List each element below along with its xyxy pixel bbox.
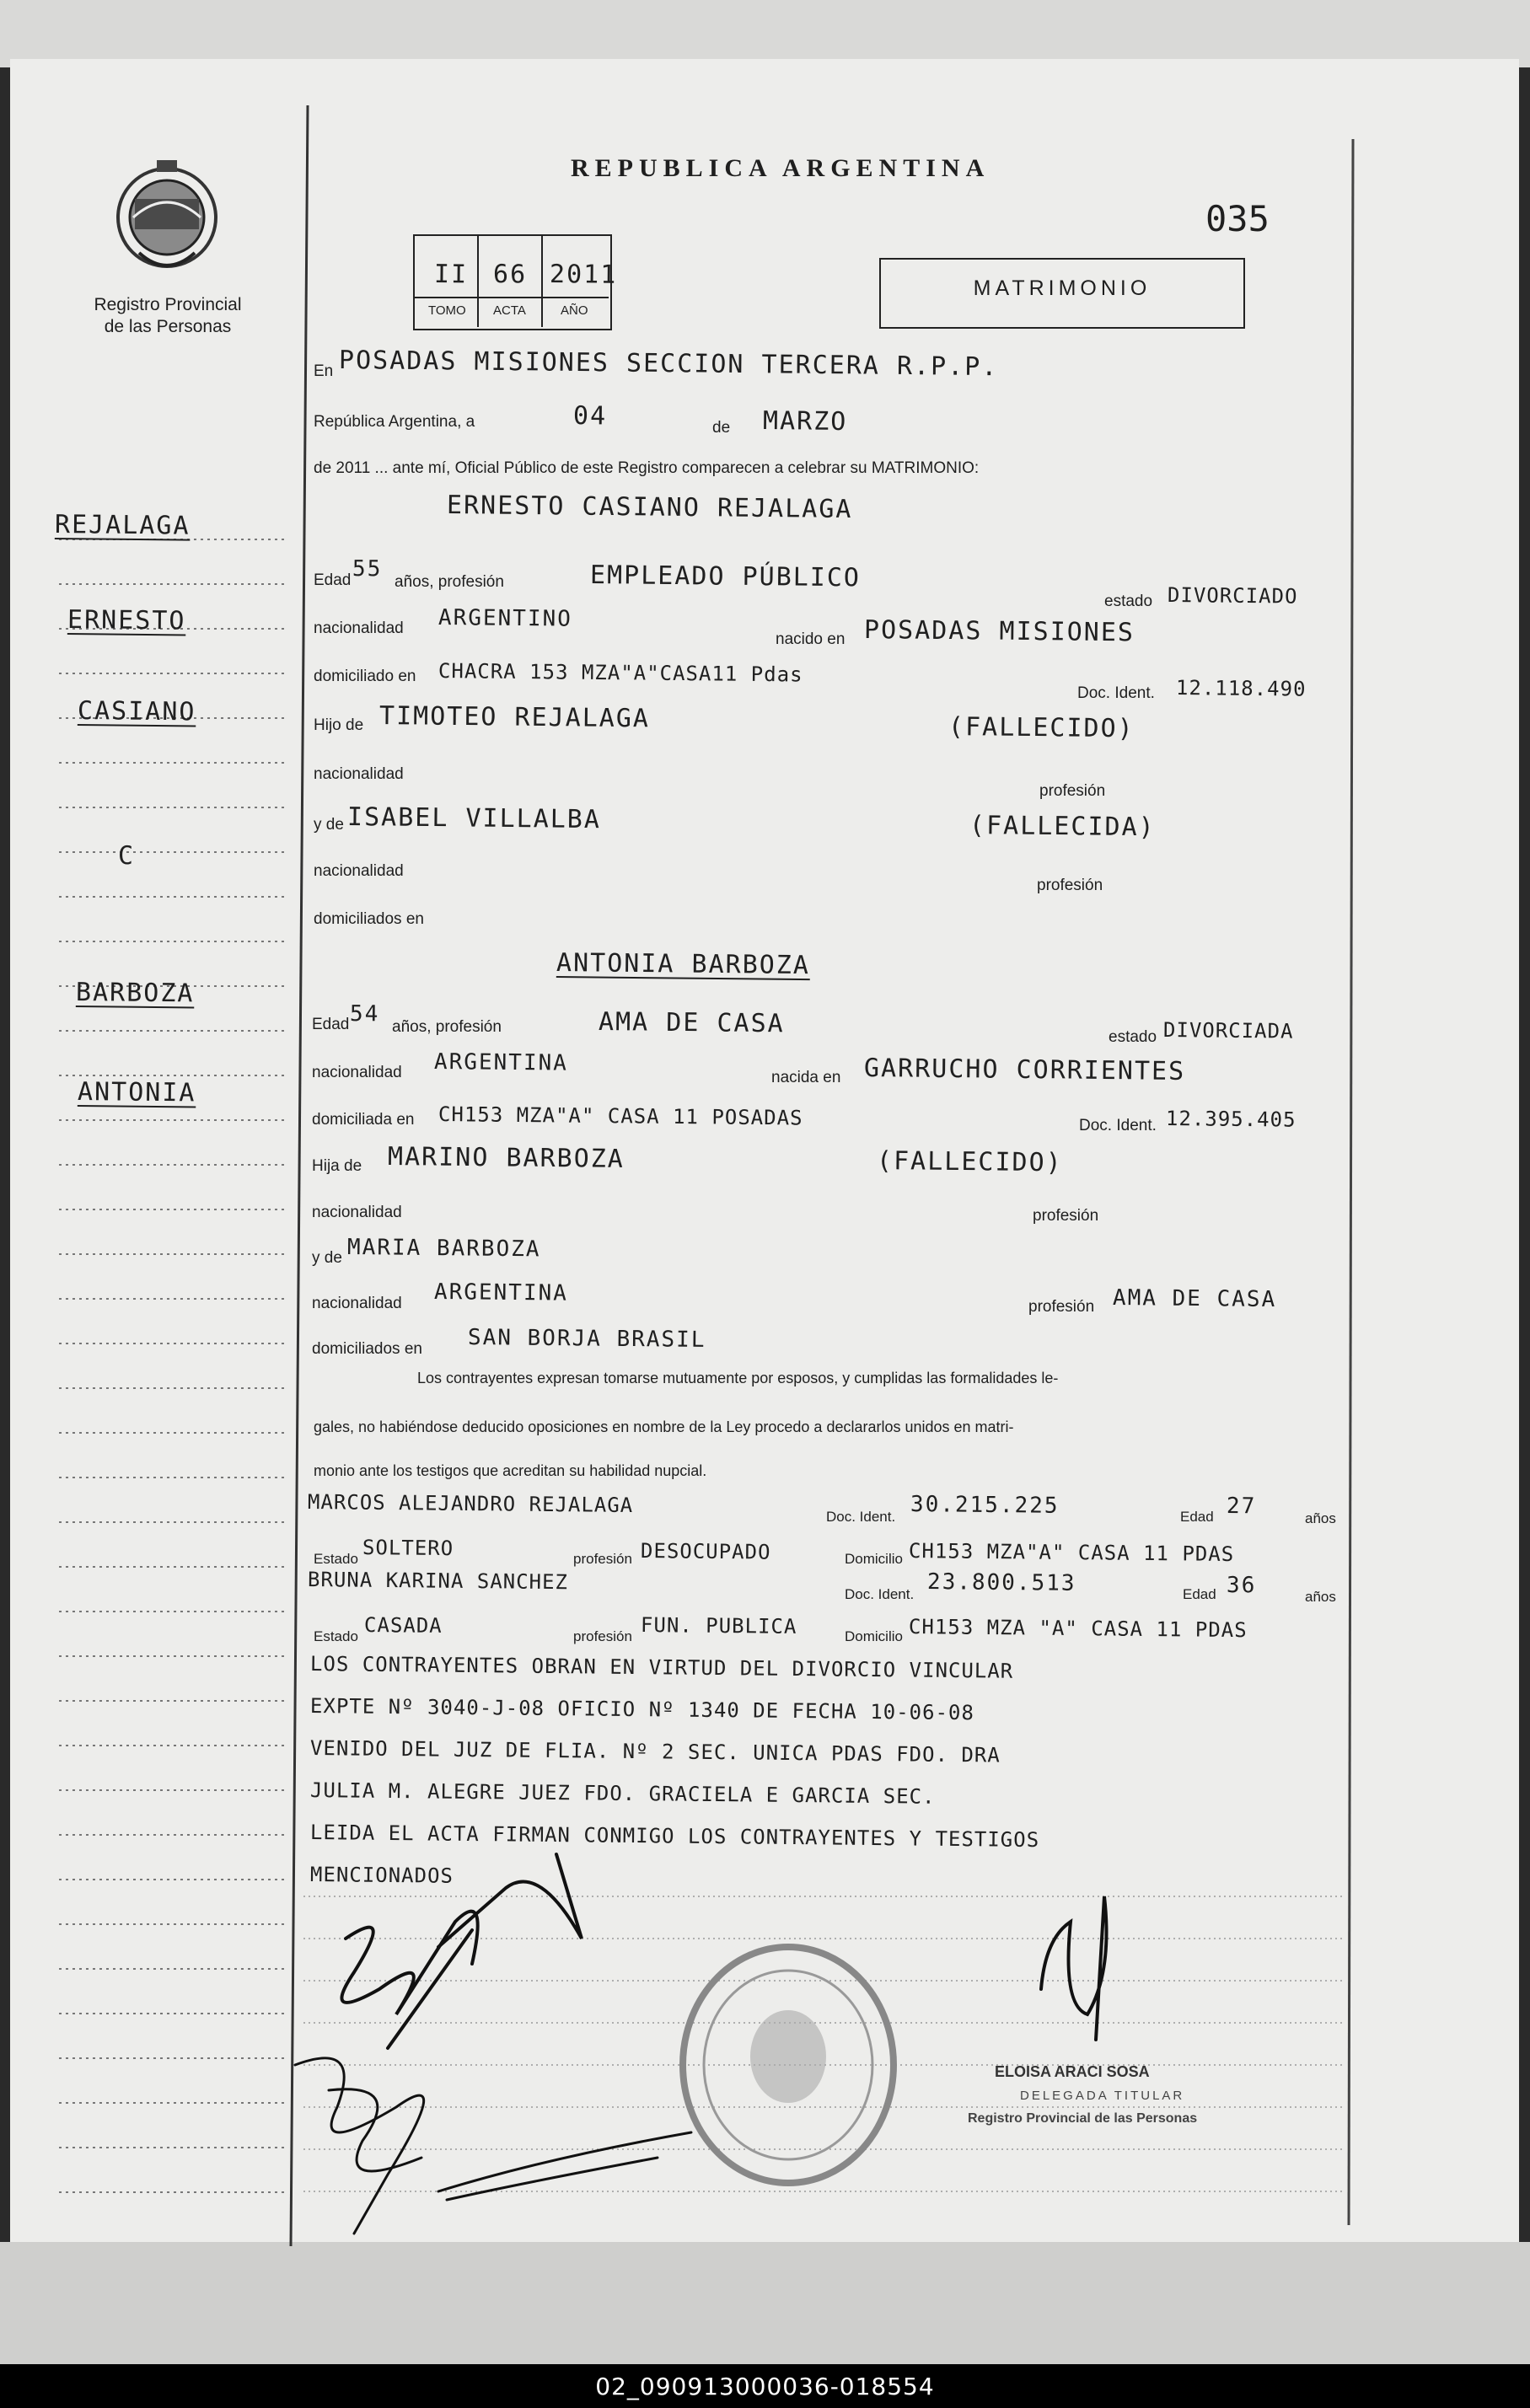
bride-nac-padre-label: nacionalidad [312,1204,402,1221]
scan-footer [0,2364,1530,2408]
witness2-domicilio-label: Domicilio [845,1628,903,1644]
groom-estado-label: estado [1104,593,1153,610]
bride-domicilio: CH153 MZA"A" CASA 11 POSADAS [438,1102,803,1130]
groom-nacido: POSADAS MISIONES [863,615,1135,648]
witness1-doc-label: Doc. Ident. [826,1509,896,1525]
declaration-line-2: gales, no habiéndose deducido oposiciones en nombre de la Ley procedo a declararlos unidos en matri- [314,1419,1014,1435]
bride-nacionalidad-label: nacionalidad [312,1064,402,1081]
bride-prof-madre-label: profesión [1028,1298,1095,1316]
bride-nacida: GARRUCHO CORRIENTES [863,1054,1186,1086]
tomo-label: TOMO [428,303,466,318]
bride-prof-padre-label: profesión [1033,1207,1099,1225]
bride-madre: MARIA BARBOZA [346,1235,541,1263]
groom-nacionalidad: ARGENTINO [438,605,573,632]
officer-signature [1041,1896,1107,2040]
bride-full-name: ANTONIA BARBOZA [556,948,811,981]
note-line-2: EXPTE Nº 3040-J-08 OFICIO Nº 1340 DE FECHA 10-06-08 [309,1694,975,1725]
bride-domiciliados: SAN BORJA BRASIL [467,1325,706,1353]
groom-nacionalidad-label: nacionalidad [314,619,404,637]
acta-value: 66 [492,260,528,290]
groom-profesion-label: años, profesión [395,573,504,591]
tomo-value: II [433,260,469,290]
groom-padre: TIMOTEO REJALAGA [378,701,651,734]
witness1-profesion: DESOCUPADO [640,1539,771,1564]
declaration-line-1: Los contrayentes expresan tomarse mutuamente por esposos, y cumplidas las formalidades le- [417,1370,1059,1386]
groom-domicilio: CHACRA 153 MZA"A"CASA11 Pdas [438,659,803,687]
note-line-4: JULIA M. ALEGRE JUEZ FDO. GRACIELA E GARCIA SEC. [309,1778,936,1809]
box-label-divider [413,297,609,298]
provincial-emblem-icon [118,160,216,266]
groom-madre-nota: (FALLECIDA) [969,811,1156,843]
witness2-profesion-label: profesión [573,1628,632,1644]
witness1-domicilio: CH153 MZA"A" CASA 11 PDAS [908,1539,1235,1567]
witness2-edad-label: Edad [1183,1586,1216,1602]
bride-profesion: AMA DE CASA [598,1007,785,1039]
margin-note-bride-surname: BARBOZA [75,978,195,1009]
bride-padre-label: Hija de [312,1157,362,1175]
anio-label: AÑO [561,303,588,318]
witness2-doc-label: Doc. Ident. [845,1586,915,1602]
republica-label: República Argentina, a [314,413,475,431]
act-type: MATRIMONIO [973,276,1152,300]
bride-estado-label: estado [1109,1028,1157,1046]
bride-nacionalidad: ARGENTINA [433,1049,569,1076]
groom-profesion: EMPLEADO PÚBLICO [589,560,862,593]
bride-edad: 54 [349,1001,380,1027]
witness1-estado: SOLTERO [362,1536,454,1561]
bride-estado: DIVORCIADA [1162,1018,1294,1043]
groom-edad: 55 [352,556,383,582]
declaration-line-3: monio ante los testigos que acreditan su habilidad nupcial. [314,1462,707,1479]
acta-label: ACTA [493,303,526,318]
witness1-estado-label: Estado [314,1551,358,1567]
bride-prof-madre: AMA DE CASA [1112,1285,1277,1313]
witness1-edad: 27 [1226,1494,1257,1520]
en-label: En [314,362,334,380]
contrayente-signature-2 [295,2058,691,2234]
de-label: de [712,419,731,437]
witness2-profesion: FUN. PUBLICA [640,1613,797,1638]
box-divider-1 [477,234,479,327]
bride-padre: MARINO BARBOZA [387,1142,625,1174]
note-line-3: VENIDO DEL JUZ DE FLIA. Nº 2 SEC. UNICA PDAS FDO. DRA [309,1736,1001,1767]
day-value: 04 [572,401,608,432]
witness1-name: MARCOS ALEJANDRO REJALAGA [307,1490,634,1518]
note-line-6: MENCIONADOS [309,1863,454,1888]
witness1-profesion-label: profesión [573,1551,632,1567]
year-intro-text: de 2011 ... ante mí, Oficial Público de este Registro comparecen a celebrar su MATRIMONIO: [314,459,980,477]
groom-domiciliados-label: domiciliados en [314,910,424,928]
bride-profesion-label: años, profesión [392,1018,502,1036]
bride-domiciliados-label: domiciliados en [312,1340,422,1358]
page-number: 035 [1205,198,1270,239]
witness2-anios-label: años [1305,1589,1336,1605]
witness2-estado-label: Estado [314,1628,358,1644]
witness1-edad-label: Edad [1180,1509,1214,1525]
scan-id: 02_090913000036-018554 [595,2373,935,2400]
bride-nac-madre: ARGENTINA [433,1279,569,1306]
bride-domicilio-label: domiciliada en [312,1111,415,1129]
note-line-1: LOS CONTRAYENTES OBRAN EN VIRTUD DEL DIVORCIO VINCULAR [309,1652,1014,1683]
bride-doc-label: Doc. Ident. [1079,1117,1157,1134]
groom-prof-madre-label: profesión [1037,877,1103,894]
groom-domicilio-label: domiciliado en [314,668,416,685]
groom-full-name: ERNESTO CASIANO REJALAGA [446,491,853,525]
groom-prof-padre-label: profesión [1039,782,1106,800]
witness2-domicilio: CH153 MZA "A" CASA 11 PDAS [908,1615,1248,1643]
groom-nac-padre-label: nacionalidad [314,765,404,783]
bride-padre-nota: (FALLECIDO) [876,1146,1063,1178]
groom-padre-nota: (FALLECIDO) [948,712,1135,744]
witness1-doc: 30.215.225 [910,1492,1060,1519]
groom-estado: DIVORCIADO [1167,583,1298,609]
groom-padre-label: Hijo de [314,716,364,734]
groom-madre-label: y de [314,816,344,834]
registry-label-line1: Registro Provincial [94,295,242,314]
margin-note-connector: C [117,841,136,871]
officer-office: Registro Provincial de las Personas [968,2111,1198,2126]
anio-value: 2011 [549,260,618,290]
groom-doc-label: Doc. Ident. [1077,684,1155,702]
officer-title: DELEGADA TITULAR [1020,2089,1185,2103]
bride-nacida-label: nacida en [771,1069,841,1086]
bride-doc: 12.395.405 [1165,1107,1296,1132]
country-title: REPUBLICA ARGENTINA [571,154,990,182]
margin-note-first-name: ERNESTO [67,605,186,636]
groom-doc: 12.118.490 [1175,676,1307,701]
bride-edad-label: Edad [312,1016,350,1033]
witness2-edad: 36 [1226,1573,1257,1599]
witness2-estado: CASADA [363,1613,443,1638]
bride-madre-label: y de [312,1249,342,1267]
margin-note-surname: REJALAGA [54,510,191,541]
witness2-doc: 23.800.513 [926,1569,1076,1596]
groom-nac-madre-label: nacionalidad [314,862,404,880]
bride-nac-madre-label: nacionalidad [312,1295,402,1312]
groom-nacido-label: nacido en [776,630,846,648]
place-value: POSADAS MISIONES SECCION TERCERA R.P.P. [338,346,999,383]
witness1-domicilio-label: Domicilio [845,1551,903,1567]
margin-note-bride-name: ANTONIA [77,1077,196,1108]
note-line-5: LEIDA EL ACTA FIRMAN CONMIGO LOS CONTRAYENTES Y TESTIGOS [309,1821,1040,1853]
groom-madre: ISABEL VILLALBA [346,802,602,835]
registry-label-line2: de las Personas [104,317,232,336]
officer-name: ELOISA ARACI SOSA [995,2063,1150,2080]
month-value: MARZO [762,406,848,437]
box-divider-2 [541,234,543,327]
witness2-name: BRUNA KARINA SANCHEZ [307,1568,569,1595]
witness1-anios-label: años [1305,1510,1336,1526]
margin-note-second-name: CASIANO [77,696,196,727]
groom-edad-label: Edad [314,571,352,589]
